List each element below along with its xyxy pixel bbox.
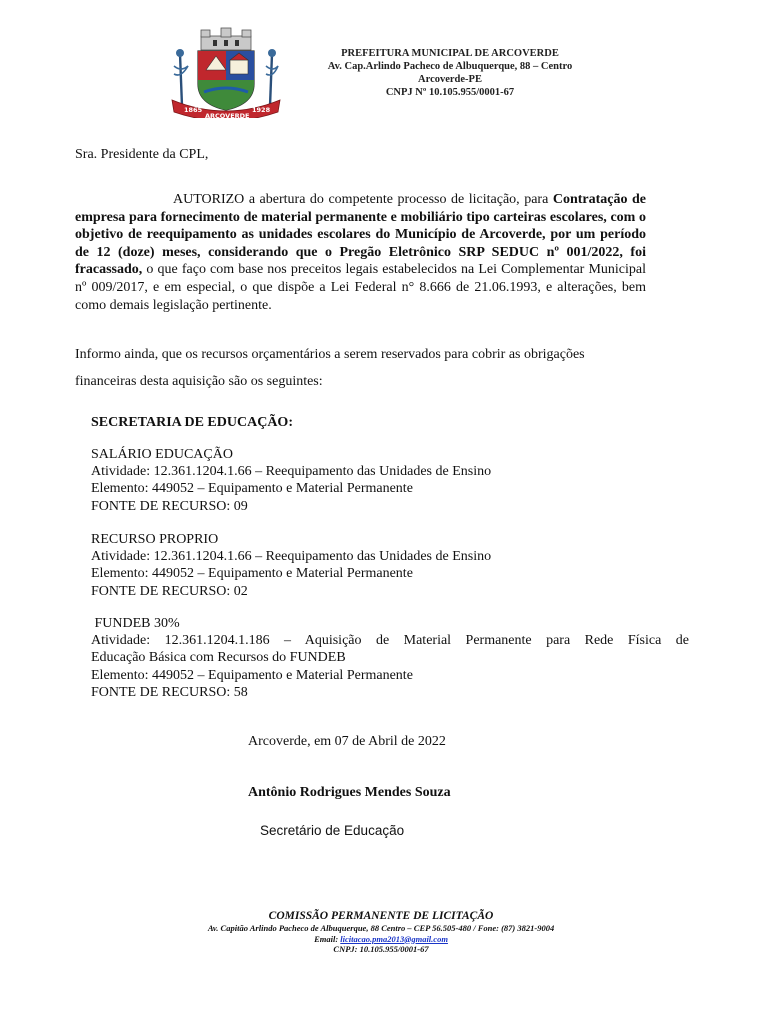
budget-block-title: FUNDEB 30%: [91, 616, 180, 631]
budget-block-elemento: Elemento: 449052 – Equipamento e Material Permanente: [91, 667, 413, 683]
crest-ribbon-year-left: 1865: [184, 106, 203, 114]
budget-block-elemento: Elemento: 449052 – Equipamento e Material Permanente: [91, 481, 413, 497]
budget-info-line-2: financeiras desta aquisição são os seguintes:: [75, 374, 323, 389]
section-title: SECRETARIA DE EDUCAÇÃO:: [91, 415, 293, 430]
budget-block-elemento: Elemento: 449052 – Equipamento e Material Permanente: [91, 566, 413, 582]
letterhead-address: Av. Cap.Arlindo Pacheco de Albuquerque, 88 – Centro: [327, 61, 573, 72]
budget-block-atividade: Atividade: 12.361.1204.1.66 – Reequipamento das Unidades de Ensino: [91, 464, 492, 480]
footer-email-line: [150, 934, 612, 945]
budget-block-fonte: FONTE DE RECURSO: 02: [91, 583, 248, 599]
budget-block-atividade-cont: Educação Básica com Recursos do FUNDEB: [91, 650, 346, 666]
authorization-legal-basis: o que faço com base nos preceitos legais estabelecidos na Lei Complementar Municipal nº 009/2017, e em especial, o que dispõe a Lei Federal n° 8.666 de 21.06.1993, e alterações, bem como demais legislação pertinente.: [75, 262, 646, 313]
document-date: Arcoverde, em 07 de Abril de 2022: [248, 734, 446, 749]
budget-block-title: SALÁRIO EDUCAÇÃO: [91, 447, 233, 462]
signatory-name: Antônio Rodrigues Mendes Souza: [248, 785, 451, 800]
letterhead-cnpj: CNPJ Nº 10.105.955/0001-67: [385, 87, 515, 98]
authorization-lead: AUTORIZO a abertura do competente processo de licitação, para: [173, 192, 549, 207]
footer-email-link[interactable]: licitacao.pma2013@gmail.com: [340, 933, 448, 944]
footer: [150, 909, 612, 955]
budget-block-fonte: FONTE DE RECURSO: 09: [91, 498, 248, 514]
crest-ribbon-name: ARCOVERDE: [205, 112, 250, 118]
signatory-role: Secretário de Educação: [260, 823, 405, 838]
letterhead-city: Arcoverde-PE: [418, 74, 482, 85]
salutation: Sra. Presidente da CPL,: [75, 147, 209, 162]
letterhead-title: PREFEITURA MUNICIPAL DE ARCOVERDE: [341, 48, 559, 59]
footer-cnpj: CNPJ: 10.105.955/0001-67: [333, 944, 429, 954]
budget-block-title: RECURSO PROPRIO: [91, 532, 219, 547]
municipal-crest: [168, 26, 284, 118]
budget-block-atividade: Atividade: 12.361.1204.1.186 – Aquisição de Material Permanente para Rede Física de: [91, 633, 689, 649]
budget-block-recurso-proprio: [91, 531, 491, 600]
budget-block-fundeb: [91, 615, 689, 701]
footer-email-label: Email:: [314, 933, 339, 944]
footer-title: COMISSÃO PERMANENTE DE LICITAÇÃO: [268, 910, 494, 922]
footer-address: Av. Capitão Arlindo Pacheco de Albuquerque, 88 Centro – CEP 56.505-480 / Fone: (87) 3821-9004: [207, 923, 555, 933]
budget-block-atividade: Atividade: 12.361.1204.1.66 – Reequipamento das Unidades de Ensino: [91, 549, 492, 565]
budget-block-salario-educacao: [91, 446, 491, 515]
budget-info-line-1: Informo ainda, que os recursos orçamentários a serem reservados para cobrir as obrigações: [75, 347, 585, 362]
budget-block-fonte: FONTE DE RECURSO: 58: [91, 684, 248, 700]
authorization-object: Contratação de empresa para fornecimento de material permanente e mobiliário tipo carteiras escolares, com o objetivo de reequipamento as unidades escolares do Município de Arcoverde, por um período de 12 (doze) meses, considerando que o Pregão Eletrônico SRP SEDUC nº 001/2022, foi fracassado,: [75, 192, 647, 278]
authorization-paragraph: [75, 191, 646, 314]
letterhead: [290, 47, 610, 99]
crest-ribbon-year-right: 1928: [252, 106, 271, 114]
